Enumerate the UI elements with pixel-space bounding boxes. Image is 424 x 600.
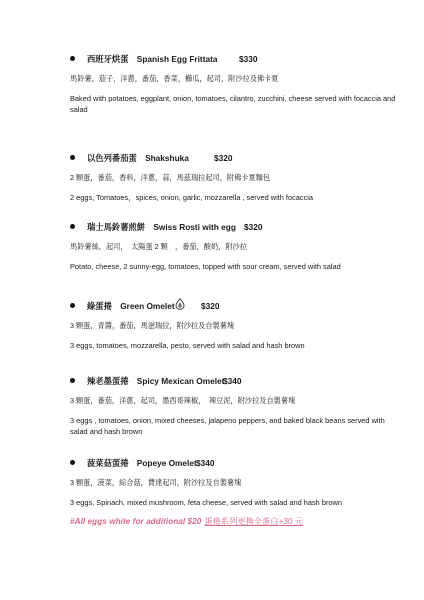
menu-item-spicy-mexican-omelet — [70, 374, 400, 437]
dish-price: $320 — [201, 301, 220, 311]
leaf-drop-icon — [175, 298, 185, 310]
menu-item-popeye-omelet — [70, 456, 400, 508]
bullet-icon — [70, 303, 75, 308]
menu-item-title — [70, 151, 400, 165]
dish-description-zh: 馬鈴薯，茄子，洋蔥，番茄，香菜，櫛瓜，起司，附沙拉及佛卡夏 — [70, 74, 279, 83]
dish-name: 瑞士馬鈴薯煎餅 Swiss Rosti with egg — [87, 222, 236, 232]
dish-name: 西班牙烘蛋 Spanish Egg Frittata — [87, 54, 218, 64]
menu-item-title — [70, 52, 400, 66]
egg-white-note-zh: 蛋捲系列更換全蛋白+30 元 — [204, 517, 304, 526]
menu-item-title — [70, 220, 400, 234]
dish-price: $330 — [239, 54, 258, 64]
menu-item-shakshuka — [70, 151, 400, 203]
bullet-icon — [70, 460, 75, 465]
dish-description-en: 3 eggs, Spinach, mixed mushroom, feta cheese, served with salad and hash brown — [70, 498, 342, 507]
dish-description-en: Baked with potatoes, eggplant, onion, tomatoes, cilantro, zucchini, cheese served with focaccia and salad — [70, 94, 396, 114]
dish-description-zh: 3 顆蛋，番茄，洋蔥，起司，墨西哥辣椒， 辣豆泥，附沙拉及自製薯塊 — [70, 396, 296, 405]
dish-price: $320 — [214, 153, 233, 163]
dish-name: 菠菜菇蛋捲 Popeye Omelet — [87, 458, 197, 468]
dish-description-zh: 馬鈴薯絲，起司， 太陽蛋 2 顆 ，番茄，酸奶，附沙拉 — [70, 242, 247, 251]
dish-price: $340 — [223, 376, 242, 386]
menu-item-title — [70, 299, 400, 313]
dish-description-en: 3 eggs , tomatoes, onion, mixed cheeses, jalapeno peppers, and baked black beans served with salad and hash brown — [70, 416, 385, 436]
dish-description-en: Potato, cheese, 2 sunny-egg, tomatoes, topped with sour cream, served with salad — [70, 262, 341, 271]
bullet-icon — [70, 56, 75, 61]
menu-item-title — [70, 374, 400, 388]
menu-item-swiss-rosti — [70, 220, 400, 272]
menu-item-green-omelet — [70, 299, 400, 351]
dish-name: 辣老墨蛋捲 Spicy Mexican Omelet — [87, 376, 225, 386]
menu-item-spanish-egg-frittata — [70, 52, 400, 115]
dish-description-zh: 3 顆蛋，青醬，番茄，馬滋瑞拉，附沙拉及自製薯塊 — [70, 321, 235, 330]
dish-description-zh: 3 顆蛋，菠菜，綜合菇，費達起司，附沙拉及自製薯塊 — [70, 478, 242, 487]
egg-white-note — [70, 516, 303, 527]
bullet-icon — [70, 378, 75, 383]
dish-name: 以色列番茄蛋 Shakshuka — [87, 153, 189, 163]
dish-price: $340 — [196, 458, 215, 468]
dish-price: $320 — [244, 222, 263, 232]
dish-description-en: 2 eggs, Tomatoes，spices, onion, garlic, mozzarella , served with focaccia — [70, 193, 314, 202]
egg-white-note-en: #All eggs white for additional $20 — [70, 517, 202, 526]
bullet-icon — [70, 155, 75, 160]
bullet-icon — [70, 224, 75, 229]
dish-description-zh: 2 顆蛋，番茄，香料，洋蔥，蒜，馬茲瑞拉起司，附佛卡夏麵包 — [70, 173, 271, 182]
dish-name: 綠蛋捲 Green Omelet — [87, 301, 175, 311]
dish-description-en: 3 eggs, tomatoes, mozzarella, pesto, served with salad and hash brown — [70, 341, 305, 350]
menu-item-title — [70, 456, 400, 470]
